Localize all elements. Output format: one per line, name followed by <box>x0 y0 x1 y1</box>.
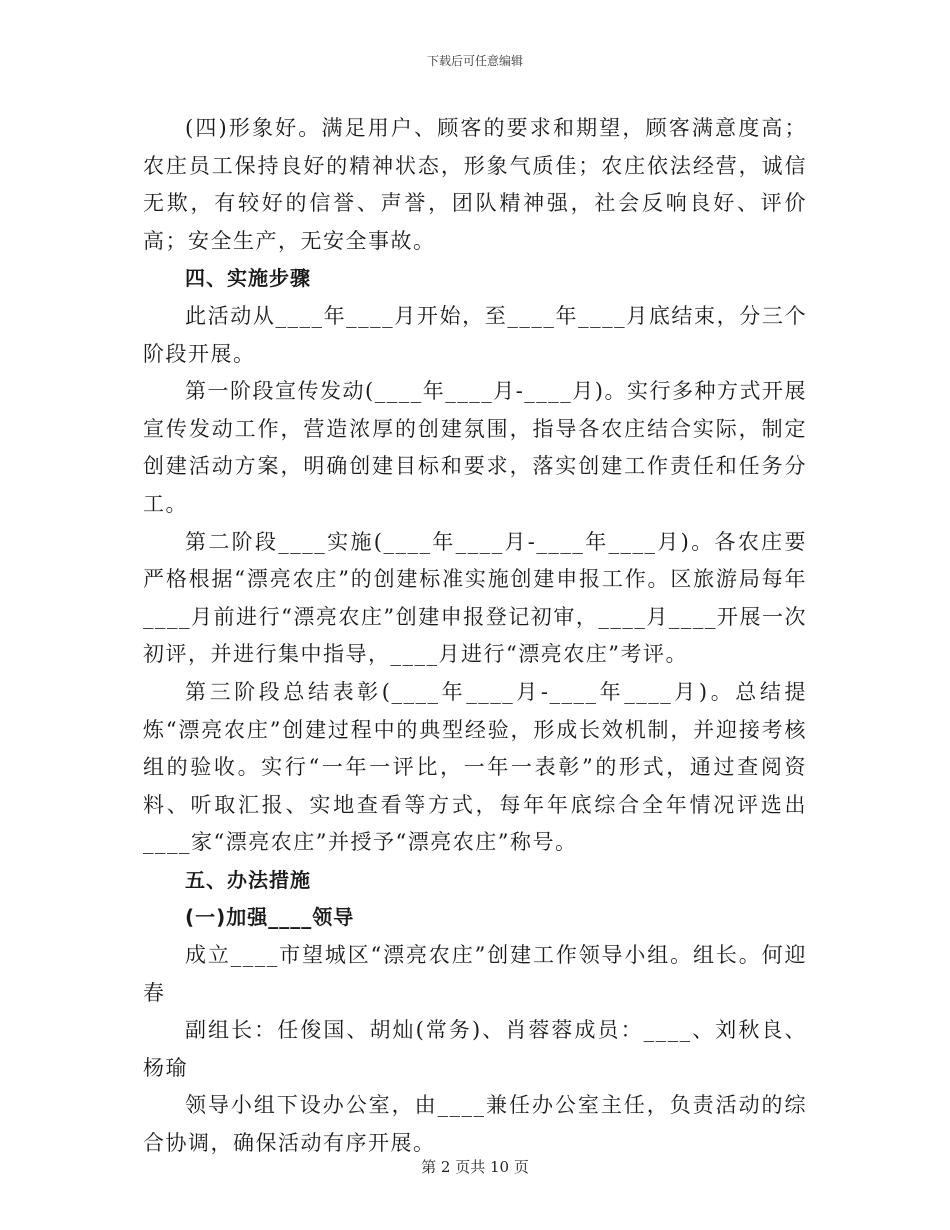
section-heading-implementation-steps: 四、实施步骤 <box>185 266 311 291</box>
page-header: 下载后可任意编辑 <box>426 54 523 68</box>
page-footer: 第 2 页共 10 页 <box>421 1158 529 1176</box>
paragraph-activity-period: 此活动从____年____月开始，至____年____月底结束，分三个阶段开展。 <box>143 303 807 366</box>
paragraph-leading-group: 成立____市望城区“漂亮农庄”创建工作领导小组。组长。何迎春 <box>143 943 807 1005</box>
paragraph-phase-two: 第二阶段____实施(____年____月-____年____月)。各农庄要严格根据“漂亮农庄”的创建标准实施创建申报工作。区旅游局每年____月前进行“漂亮农庄”创建申报登记初审，____月____开展一次初评，并进行集中指导，____月进行“漂亮农庄”考评。 <box>143 529 807 667</box>
paragraph-phase-three: 第三阶段总结表彰(____年____月-____年____月)。总结提炼“漂亮农庄”创建过程中的典型经验，形成长效机制，并迎接考核组的验收。实行“一年一评比，一年一表彰”的形式，通过查阅资料、听取汇报、实地查看等方式，每年年底综合全年情况评选出____家“漂亮农庄”并授予“漂亮农庄”称号。 <box>143 679 807 855</box>
paragraph-group-members: 副组长：任俊国、胡灿(常务)、肖蓉蓉成员：____、刘秋良、杨瑜 <box>143 1018 807 1080</box>
subsection-heading-leadership: (一)加强____领导 <box>185 905 355 930</box>
paragraph-office: 领导小组下设办公室，由____兼任办公室主任，负责活动的综合协调，确保活动有序开展。 <box>143 1093 807 1156</box>
paragraph-image-quality: (四)形象好。满足用户、顾客的要求和期望，顾客满意度高；农庄员工保持良好的精神状态，形象气质佳；农庄依法经营，诚信无欺，有较好的信誉、声誉，团队精神强，社会反响良好、评价高；安全生产，无安全事故。 <box>143 116 807 253</box>
paragraph-phase-one: 第一阶段宣传发动(____年____月-____月)。实行多种方式开展宣传发动工作，营造浓厚的创建氛围，指导各农庄结合实际，制定创建活动方案，明确创建目标和要求，落实创建工作责任和任务分工。 <box>143 379 807 516</box>
section-heading-measures: 五、办法措施 <box>185 867 311 892</box>
document-body <box>143 110 807 1163</box>
